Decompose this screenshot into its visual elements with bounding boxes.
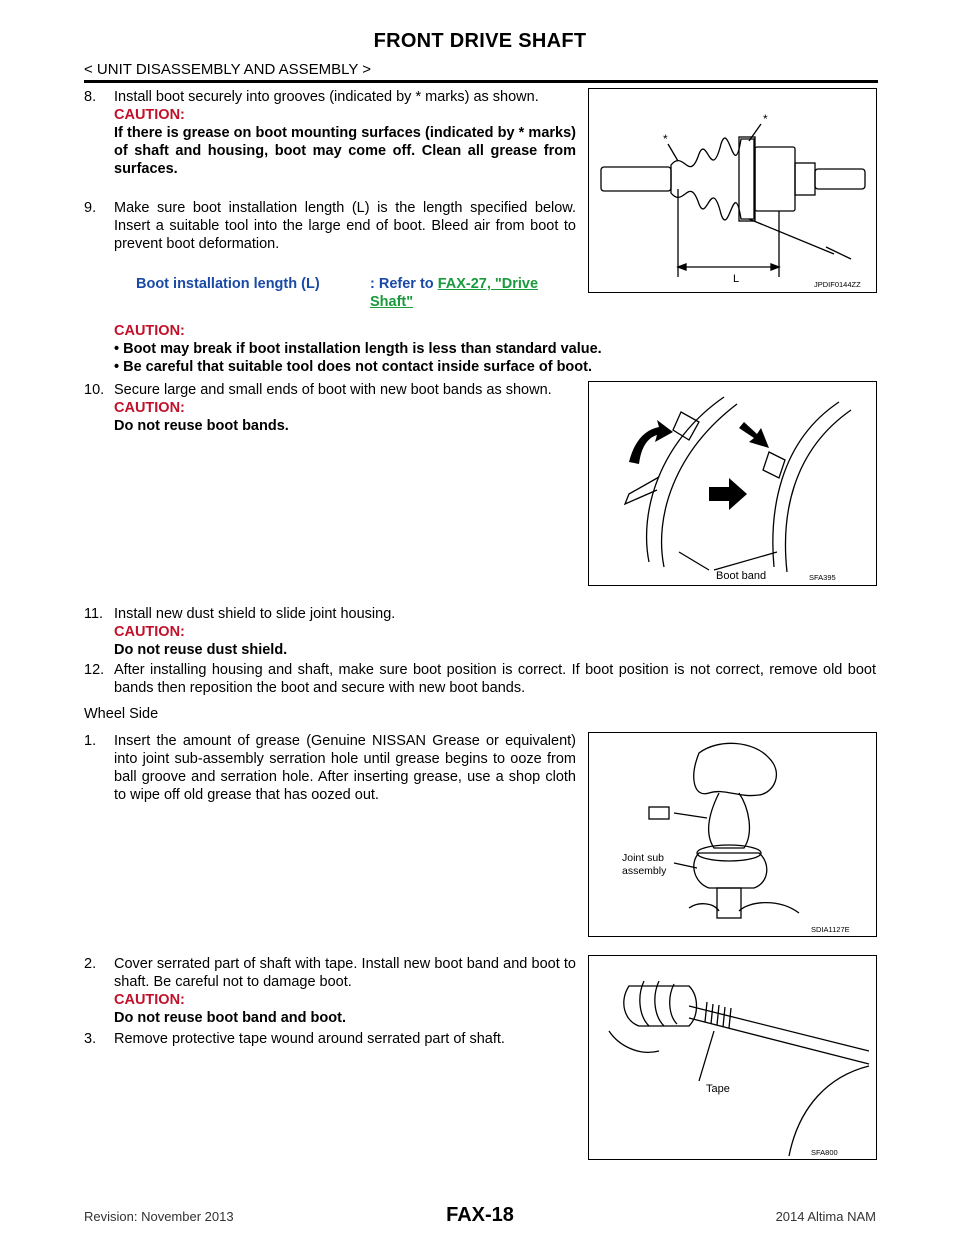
step-11 — [84, 605, 864, 659]
step-text: Insert the amount of grease (Genuine NISSAN Grease or equivalent) into joint sub-assembly serration hole until grease begins to ooze from ball groove and serration hole. After inserting grease, use a shop cloth to wipe off old grease that has oozed out. — [114, 733, 576, 803]
boot-installation-illustration — [589, 89, 876, 292]
footer-model: 2014 Altima NAM — [775, 1209, 876, 1224]
asterisk-mark: * — [763, 112, 768, 126]
caution-label: CAUTION: — [114, 400, 185, 416]
step-text: Cover serrated part of shaft with tape. Install new boot band and boot to shaft. Be careful not to damage boot. — [114, 956, 576, 990]
wheel-side-heading: Wheel Side — [84, 706, 159, 722]
step-text: Secure large and small ends of boot with new boot bands as shown. — [114, 382, 552, 398]
caution-text: If there is grease on boot mounting surfaces (indicated by * marks) of shaft and housing, boot may come off. Clean all grease from surfaces. — [114, 125, 576, 177]
step-text: Install new dust shield to slide joint housing. — [114, 606, 396, 622]
caution-text: Do not reuse boot band and boot. — [114, 1010, 346, 1026]
step-12 — [84, 661, 876, 697]
figure-code: SFA800 — [811, 1148, 838, 1157]
step-number: 3. — [84, 1031, 97, 1047]
step-10 — [84, 381, 576, 435]
page-title: FRONT DRIVE SHAFT — [373, 30, 587, 52]
joint-label-line1: Joint sub — [622, 852, 665, 864]
caution-text: Do not reuse dust shield. — [114, 642, 288, 658]
step-number: 12. — [84, 662, 105, 678]
tape-illustration — [589, 956, 876, 1159]
spec-link[interactable]: FAX-27, "Drive Shaft" — [370, 276, 539, 310]
wheel-step-1 — [84, 732, 576, 804]
caution-bullet: • Be careful that suitable tool does not contact inside surface of boot. — [114, 359, 592, 375]
caution-label: CAUTION: — [114, 992, 185, 1008]
section-breadcrumb: < UNIT DISASSEMBLY AND ASSEMBLY > — [84, 61, 372, 78]
caution-label: CAUTION: — [114, 323, 185, 339]
figure-boot-bands — [588, 381, 877, 586]
step-number: 11. — [84, 606, 104, 622]
grease-illustration — [589, 733, 876, 936]
header-rule — [84, 80, 878, 83]
length-label: L — [733, 273, 740, 285]
step-8 — [84, 88, 576, 178]
joint-label-line2: assembly — [622, 865, 667, 877]
step-text: Make sure boot installation length (L) is the length specified below. Insert a suitable tool into the large end of boot. Bleed air from boot to prevent boot deformation. — [114, 200, 576, 252]
spec-label: Boot installation length (L) — [136, 276, 320, 292]
boot-band-label: Boot band — [716, 570, 767, 582]
figure-tape-shaft — [588, 955, 877, 1160]
boot-band-illustration — [589, 382, 876, 585]
caution-label: CAUTION: — [114, 107, 185, 123]
figure-boot-installation — [588, 88, 877, 293]
step-number: 9. — [84, 200, 97, 216]
caution-label: CAUTION: — [114, 624, 185, 640]
caution-text: Do not reuse boot bands. — [114, 418, 289, 434]
figure-code: SDIA1127E — [811, 925, 850, 934]
step-text: After installing housing and shaft, make sure boot position is correct. If boot position is not correct, remove old boot bands then reposition the boot and secure with new boot bands. — [114, 662, 876, 696]
step-number: 2. — [84, 956, 97, 972]
figure-code: JPDIF0144ZZ — [814, 280, 861, 289]
asterisk-mark: * — [663, 132, 668, 146]
caution-bullet: • Boot may break if boot installation length is less than standard value. — [114, 341, 602, 357]
wheel-step-3 — [84, 1030, 576, 1048]
step-text: Install boot securely into grooves (indicated by * marks) as shown. — [114, 89, 539, 105]
step-text: Remove protective tape wound around serrated part of shaft. — [114, 1031, 505, 1047]
figure-code: SFA395 — [809, 573, 836, 582]
spec-value: : Refer to FAX-27, "Drive Shaft" — [370, 276, 539, 310]
step-number: 8. — [84, 89, 97, 105]
step-9 — [84, 199, 576, 253]
figure-grease-insertion — [588, 732, 877, 937]
step-number: 1. — [84, 733, 97, 749]
caution-block — [114, 322, 834, 376]
footer-page-number: FAX-18 — [446, 1204, 514, 1226]
step-number: 10. — [84, 382, 105, 398]
footer-revision: Revision: November 2013 — [84, 1209, 234, 1224]
wheel-step-2 — [84, 955, 576, 1027]
tape-label: Tape — [706, 1083, 730, 1095]
